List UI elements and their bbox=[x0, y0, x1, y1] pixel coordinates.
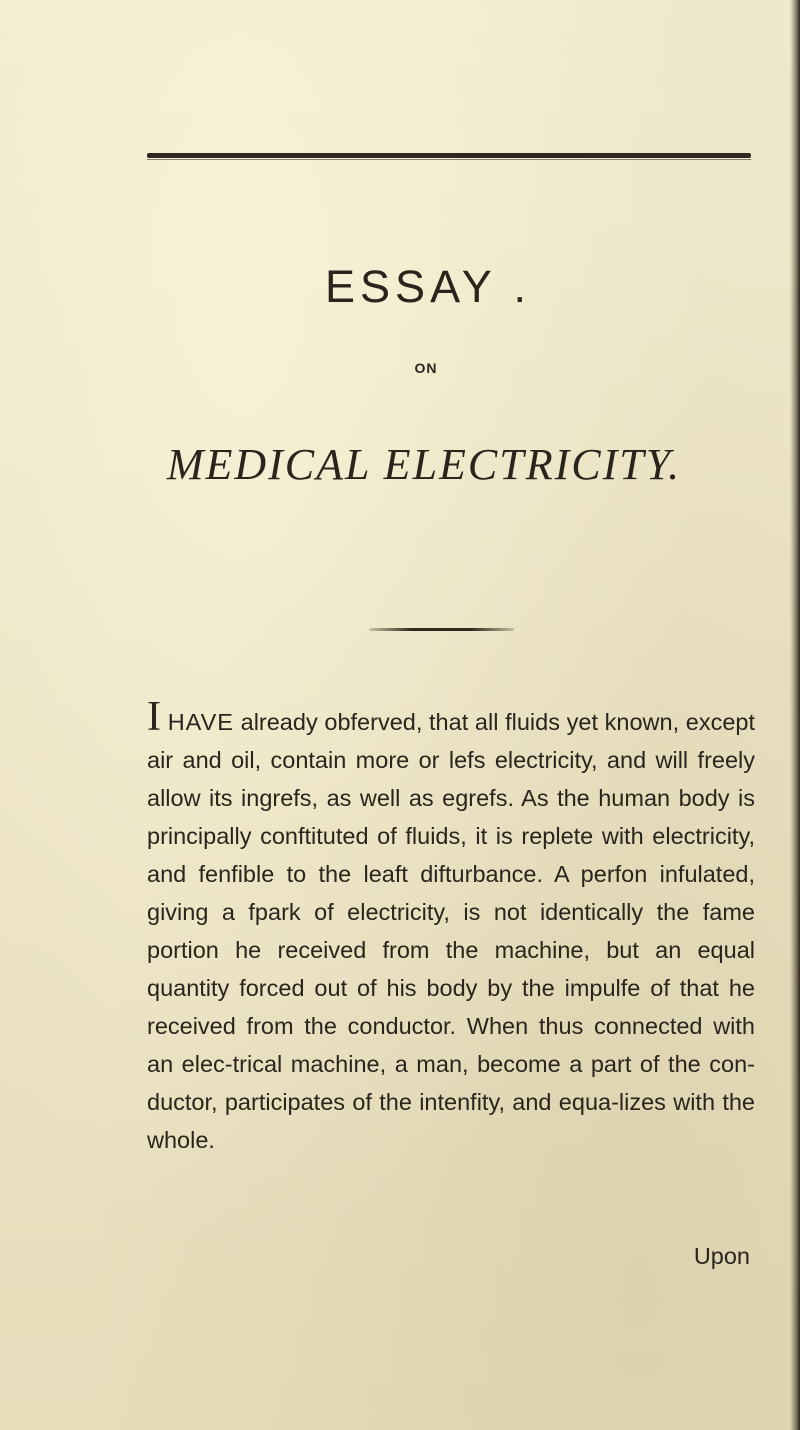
catchword: Upon bbox=[693, 1243, 750, 1269]
title-subject: MEDICAL ELECTRICITY. bbox=[166, 440, 682, 489]
lead-in-word: HAVE bbox=[167, 709, 234, 735]
title-essay: ESSAY . bbox=[325, 261, 531, 312]
header-rule bbox=[147, 153, 751, 158]
drop-cap: I bbox=[147, 694, 161, 740]
title-connector: ON bbox=[414, 360, 438, 376]
section-divider bbox=[369, 628, 514, 631]
page-edge-shadow bbox=[790, 0, 800, 1430]
body-paragraph bbox=[147, 694, 756, 1159]
paragraph-text: already obferved, that all fluids yet known, except air and oil, contain more or lefs electricity, and will freely allow its ingrefs, as well as egrefs. As the human body is principally conftituted of fluids, it is replete with electricity, and fenfible to the leaft difturbance. A perfon infulated, giving a fpark of electricity, is not identically the fame portion he received from the machine, but an equal quantity forced out of his body by the impulfe of that he received from the conductor. When thus connected with an elec-trical machine, a man, become a part of the con-ductor, participates of the intenfity, and equa-lizes with the whole. bbox=[147, 709, 756, 1153]
